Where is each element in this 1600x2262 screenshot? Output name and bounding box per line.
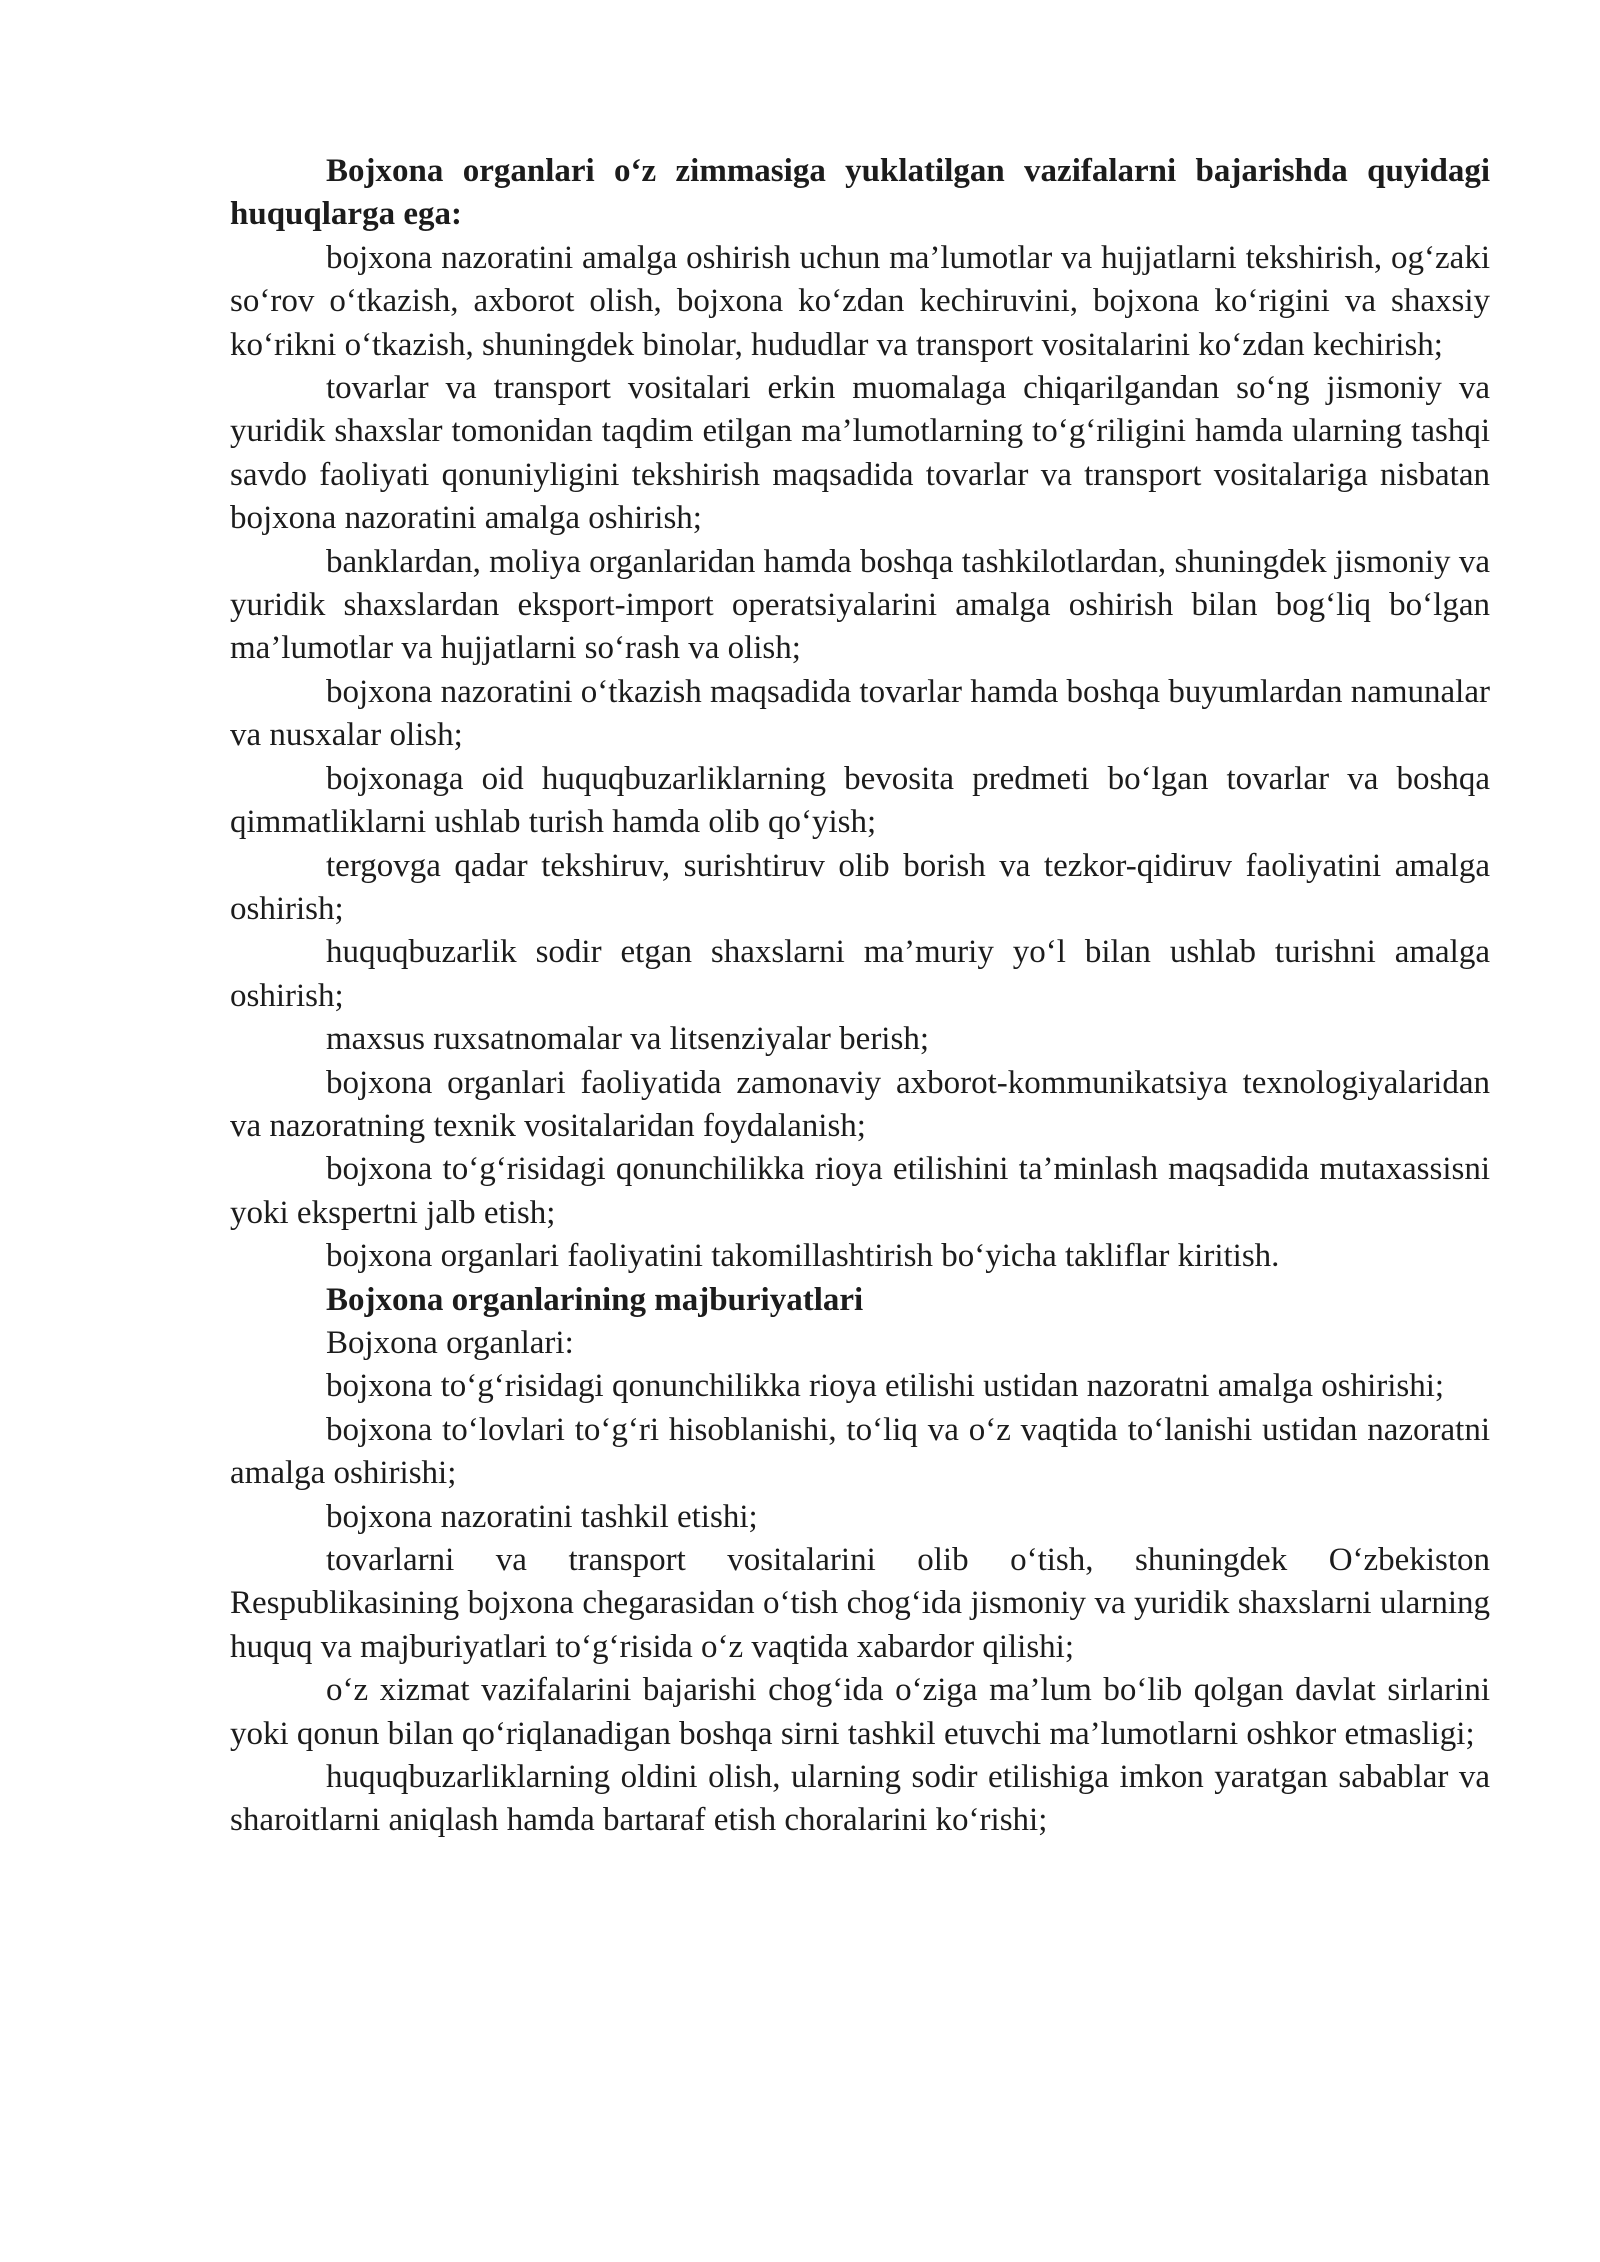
list-item: bojxona nazoratini tashkil etishi;	[326, 1498, 758, 1535]
list-item: bojxona to‘lovlari to‘g‘ri hisoblanishi, to‘liq va o‘z vaqtida to‘lanishi ustidan nazoratni amalga oshirishi;	[230, 1411, 1490, 1492]
list-item: bojxona to‘g‘risidagi qonunchilikka rioya etilishi ustidan nazoratni amalga oshirishi;	[326, 1368, 1445, 1405]
list-item: tovarlarni va transport vositalarini olib o‘tish, shuningdek O‘zbekiston Respublikasining bojxona chegarasidan o‘tish chog‘ida jismoniy va yuridik shaxslarni ularning huquq va majburiyatlari to‘g‘risida o‘z vaqtida xabardor qilishi;	[230, 1542, 1490, 1665]
document-body	[230, 150, 1490, 1843]
section-heading-obligations: Bojxona organlarining majburiyatlari	[326, 1281, 864, 1318]
list-item: huquqbuzarlik sodir etgan shaxslarni ma’muriy yo‘l bilan ushlab turishni amalga oshirish;	[230, 934, 1490, 1014]
list-item: huquqbuzarliklarning oldini olish, ularning sodir etilishiga imkon yaratgan sabablar va sharoitlarni aniqlash hamda bartaraf etish choralarini ko‘rishi;	[230, 1759, 1490, 1839]
list-item: bojxonaga oid huquqbuzarliklarning bevosita predmeti bo‘lgan tovarlar va boshqa qimmatliklarni ushlab turish hamda olib qo‘yish;	[230, 760, 1490, 841]
list-item: banklardan, moliya organlaridan hamda boshqa tashkilotlardan, shuningdek jismoniy va yuridik shaxslardan eksport-import operatsiyalarini amalga oshirish bilan bog‘liq bo‘lgan ma’lumotlar va hujjatlarni so‘rash va olish;	[230, 543, 1490, 667]
list-item: tovarlar va transport vositalari erkin muomalaga chiqarilgandan so‘ng jismoniy va yuridik shaxslar tomonidan taqdim etilgan ma’lumotlarning to‘g‘riligini hamda ularning tashqi savdo faoliyati qonuniyligini tekshirish maqsadida tovarlar va transport vositalariga nisbatan bojxona nazoratini amalga oshirish;	[230, 370, 1490, 537]
list-item: maxsus ruxsatnomalar va litsenziyalar berish;	[326, 1021, 929, 1058]
list-item: bojxona organlari faoliyatida zamonaviy axborot-kommunikatsiya texnologiyalaridan va nazoratning texnik vositalaridan foydalanish;	[230, 1064, 1490, 1144]
intro-line: Bojxona organlari:	[326, 1324, 574, 1361]
list-item: bojxona nazoratini amalga oshirish uchun ma’lumotlar va hujjatlarni tekshirish, og‘zaki so‘rov o‘tkazish, axborot olish, bojxona ko‘zdan kechiruvini, bojxona ko‘rigini va shaxsiy ko‘rikni o‘tkazish, shuningdek binolar, hududlar va transport vositalarini ko‘zdan kechirish;	[230, 239, 1490, 363]
list-item: bojxona nazoratini o‘tkazish maqsadida tovarlar hamda boshqa buyumlardan namunalar va nusxalar olish;	[230, 673, 1490, 754]
list-item: tergovga qadar tekshiruv, surishtiruv olib borish va tezkor-qidiruv faoliyatini amalga oshirish;	[230, 847, 1490, 927]
list-item: bojxona organlari faoliyatini takomillashtirish bo‘yicha takliflar kiritish.	[326, 1238, 1280, 1275]
list-item: o‘z xizmat vazifalarini bajarishi chog‘ida o‘ziga ma’lum bo‘lib qolgan davlat sirlarini yoki qonun bilan qo‘riqlanadigan boshqa sirni tashkil etuvchi ma’lumotlarni oshkor etmasligi;	[230, 1672, 1490, 1752]
list-item: bojxona to‘g‘risidagi qonunchilikka rioya etilishini ta’minlash maqsadida mutaxassisni yoki ekspertni jalb etish;	[230, 1151, 1490, 1231]
section-heading-rights: Bojxona organlari o‘z zimmasiga yuklatilgan vazifalarni bajarishda quyidagi huquqlarga ega:	[230, 153, 1490, 233]
